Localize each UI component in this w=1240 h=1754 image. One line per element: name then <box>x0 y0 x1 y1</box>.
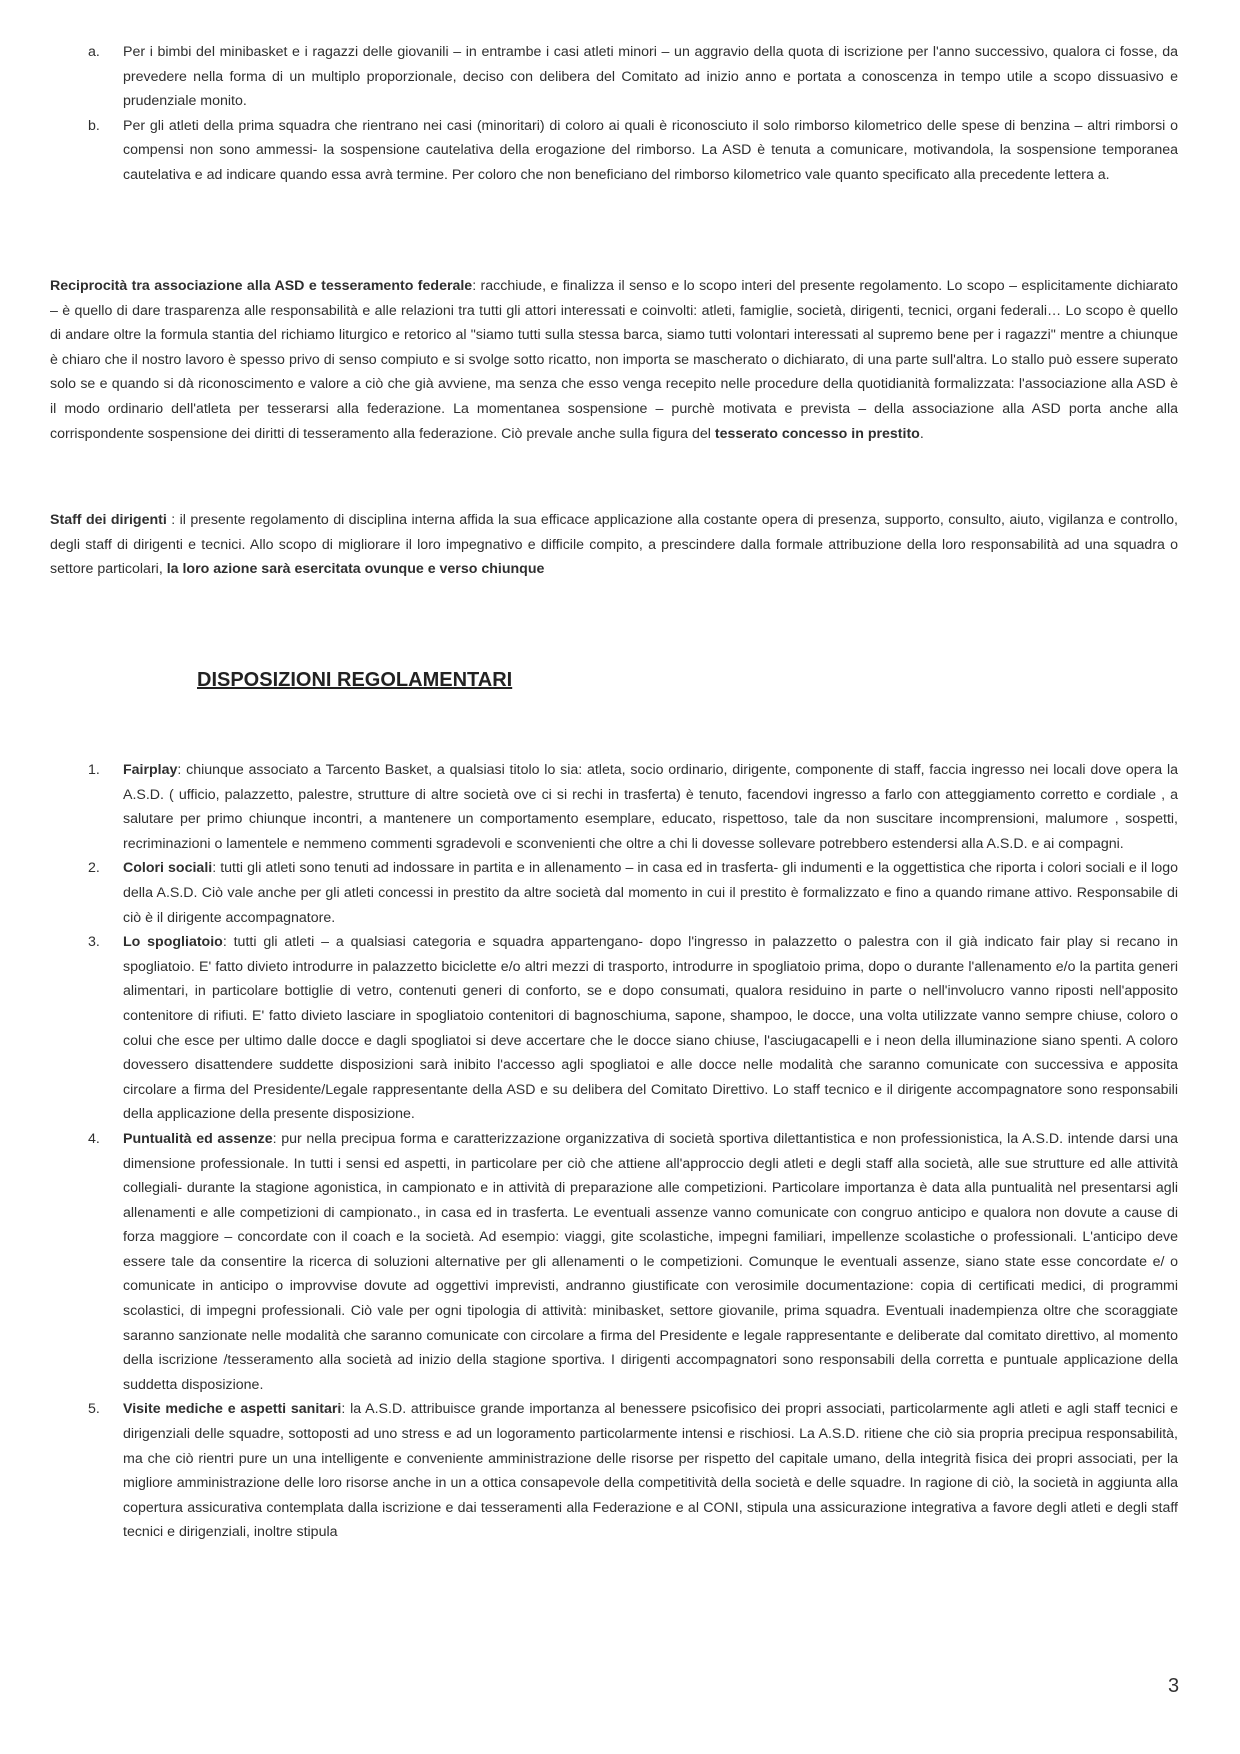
paragraph-staff <box>50 508 1178 582</box>
item-text: : chiunque associato a Tarcento Basket, a qualsiasi titolo lo sia: atleta, socio ordinario, dirigente, componente di staff, faccia ingresso nei locali dove opera la A.S.D. ( ufficio, palazzetto, palestre, strutture di altre società ove ci si rechi in trasferta) è tenuto, facendovi ingresso a farlo con atteggiamento corretto e cordiale , a salutare per primo chiunque incontri, a mantenere un comportamento esemplare, educato, rispettoso, tale da non suscitare incomprensioni, malumore , sospetti, recriminazioni o lamentele e nemmeno commenti sgradevoli e sconvenienti che oltre a chi li dovesse sollevare potrebbero estendersi alla A.S.D. e ai compagni. <box>123 762 1178 852</box>
item-text: : tutti gli atleti sono tenuti ad indossare in partita e in allenamento – in casa ed in trasferta- gli indumenti e la oggettistica che riporta i colori sociali e il logo della A.S.D. Ciò vale anche per gli atleti concessi in prestito da altre società dal momento in cui il prestito è formalizzato e fino a quando rimane attivo. Responsabile di ciò è il dirigente accompagnatore. <box>123 860 1179 926</box>
page-number: 3 <box>1168 1675 1180 1697</box>
list-marker: 3. <box>88 934 100 951</box>
list-marker: 1. <box>88 762 100 778</box>
item-heading: Visite mediche e aspetti sanitari <box>123 1401 342 1418</box>
list-marker: 2. <box>88 860 100 877</box>
list-marker: a. <box>88 44 100 60</box>
list-item-1 <box>88 758 1178 856</box>
list-item-4 <box>88 1127 1178 1398</box>
paragraph-title: Reciprocità tra associazione alla ASD e tesseramento federale <box>50 278 473 294</box>
list-item-3 <box>88 930 1178 1127</box>
list-item-2 <box>88 856 1178 930</box>
numbered-list <box>88 758 1178 1545</box>
lettered-list <box>88 40 1178 188</box>
list-item-a <box>88 40 1178 114</box>
paragraph-end: . <box>919 425 924 442</box>
item-heading: Lo spogliatoio <box>123 934 223 951</box>
paragraph-text: : il presente regolamento di disciplina interna affida la sua efficace applicazione alla costante opera di presenza, supporto, consulto, aiuto, vigilanza e controllo, degli staff di dirigenti e tecnici. Allo scopo di migliorare il loro impegnativo e difficile compito, a prescindere dalla formale attribuzione della loro responsabilità ad una squadra o settore particolari, <box>50 512 1179 578</box>
item-text: : pur nella precipua forma e caratterizzazione organizzativa di società sportiva dilettantistica e non professionistica, la A.S.D. intende darsi una dimensione professionale. In tutti i sensi ed aspetti, in particolare per ciò che attiene all'approccio degli atleti e degli staff alla società, alle sue strutture ed alle attività collegiali- durante la stagione agonistica, in campionato e in attività di preparazione alle competizioni. Particolare importanza è data alla puntualità nel presentarsi agli allenamenti e alle competizioni di campionato., in casa ed in trasferta. Le eventuali assenze vanno comunicate con congruo anticipo e qualora non dovute a cause di forza maggiore – concordate con il coach e la società. Ad esempio: viaggi, gite scolastiche, impegni familiari, impellenze scolastiche o professionali. L'anticipo deve essere tale da consentire la ricerca di soluzioni alternative per gli allenamenti o le competizioni. Comunque le eventuali assenze, siano state esse concordate e/ o comunicate in anticipo o improvvise dovute ad oggettivi imprevisti, andranno giustificate con verosimile documentazione: copia di certificati medici, di programmi scolastici, di impegni professionali. Ciò vale per ogni tipologia di attività: minibasket, settore giovanile, prima squadra. Eventuali inadempienza oltre che scoraggiate saranno sanzionate nelle modalità che saranno comunicate con circolare a firma del Presidente e legale rappresentante e deliberate dal comitato direttivo, al momento della iscrizione /tesseramento alla società ad inizio della stagione sportiva. I dirigenti accompagnatori sono responsabili della corretta e puntuale applicazione della suddetta disposizione. <box>123 1130 1178 1393</box>
item-heading: Colori sociali <box>123 860 213 877</box>
item-heading: Puntualità ed assenze <box>123 1130 273 1147</box>
item-heading: Fairplay <box>123 762 178 778</box>
paragraph-bold-tail: tesserato concesso in prestito <box>714 425 920 442</box>
list-marker: b. <box>88 117 100 134</box>
paragraph-text: : racchiude, e finalizza il senso e lo scopo interi del presente regolamento. Lo scopo – esplicitamente dichiarato – è quello di dare trasparenza alle responsabilità e alle relazioni tra tutti gli attori interessati e coinvolti: atleti, famiglie, società, dirigenti, tecnici, organi federali… Lo scopo è quello di andare oltre la formula stantia del richiamo liturgico e retorico al "siamo tutti sulla stessa barca, siamo tutti volontari interessati al supremo bene per i ragazzi" mentre a chiunque è chiaro che il nostro lavoro è spesso privo di senso compiuto e si svolge sotto ricatto, non importa se mascherato o dichiarato, di una parte sull'altra. Lo stallo può essere superato solo se e quando si dà riconoscimento e valore a ciò che già avviene, ma senza che esso venga recepito nelle procedure della quotidianità formalizzata: l'associazione alla ASD è il modo ordinario dell'atleta per tesserarsi alla federazione. La momentanea sospensione – purchè motivata e prevista – della associazione alla ASD porta anche alla corrispondente sospensione dei diritti di tesseramento alla federazione. Ciò prevale anche sulla figura del <box>50 278 1178 442</box>
section-title: DISPOSIZIONI REGOLAMENTARI <box>197 669 513 691</box>
list-marker: 4. <box>88 1130 100 1147</box>
item-text: : tutti gli atleti – a qualsiasi categoria e squadra appartengano- dopo l'ingresso in palazzetto o palestra con il già indicato fair play si recano in spogliatoio. E' fatto divieto introdurre in palazzetto biciclette e/o altri mezzi di trasporto, introdurre in spogliatoio prima, dopo o durante l'allenamento e/o la partita generi alimentari, in particolare bottiglie di vetro, contenuti generi di conforto, se e dopo consumati, qualora residuino in parte o nell'involucro vanno riposti nell'apposito contenitore di rifiuti. E' fatto divieto lasciare in spogliatoio contenitori di bagnoschiuma, sapone, shampoo, le docce, una volta utilizzate vanno sempre chiuse, coloro o colui che esce per ultimo dalle docce e dagli spogliatoi si deve accertare che le docce siano chiuse, l'asciugacapelli e i neon della illuminazione siano spenti. A coloro dovessero disattendere suddette disposizioni sarà inibito l'accesso agli spogliatoi e alle docce nelle modalità che saranno comunicate con successiva e apposita circolare a firma del Presidente/Legale rappresentante della ASD e su delibera del Comitato Direttivo. Lo staff tecnico e il dirigente accompagnatore sono responsabili della applicazione della presente disposizione. <box>123 934 1179 1123</box>
list-marker: 5. <box>88 1401 100 1418</box>
list-item-5 <box>88 1397 1178 1545</box>
paragraph-title: Staff dei dirigenti <box>50 512 167 528</box>
list-item-text: Per gli atleti della prima squadra che rientrano nei casi (minoritari) di coloro ai quali è riconosciuto il solo rimborso kilometrico delle spese di benzina – altri rimborsi o compensi non sono ammessi- la sospensione cautelativa della erogazione del rimborso. La ASD è tenuta a comunicare, motivandola, la sospensione temporanea cautelativa e ad indicare quando essa avrà termine. Per coloro che non beneficiano del rimborso kilometrico vale quanto specificato alla precedente lettera a. <box>123 117 1178 183</box>
item-text: : la A.S.D. attribuisce grande importanza al benessere psicofisico dei propri associati, particolarmente agli atleti e agli staff tecnici e dirigenziali delle squadre, sottoposti ad uno stress e ad un logoramento particolarmente intensi e rischiosi. La A.S.D. ritiene che ciò sia propria precipua responsabilità, ma che ciò rientri pure un una intelligente e conveniente amministrazione delle risorse per rispetto del capitale umano, della integrità fisica dei propri associati, per la migliore amministrazione delle loro risorse anche in un a ottica consapevole della competitività della società e delle squadre. In ragione di ciò, la società in aggiunta alla copertura assicurativa contemplata dalla iscrizione e dai tesseramenti alla Federazione e al CONI, stipula una assicurazione integrativa a favore degli atleti e degli staff tecnici e dirigenziali, inoltre stipula <box>123 1401 1178 1541</box>
list-item-text: Per i bimbi del minibasket e i ragazzi delle giovanili – in entrambe i casi atleti minori – un aggravio della quota di iscrizione per l'anno successivo, qualora ci fosse, da prevedere nella forma di un multiplo proporzionale, deciso con delibera del Comitato ad inizio anno e portata a conoscenza in tempo utile a scopo dissuasivo e prudenziale monito. <box>123 44 1178 110</box>
paragraph-bold-tail: la loro azione sarà esercitata ovunque e verso chiunque <box>166 561 545 578</box>
paragraph-reciprocita <box>50 274 1178 446</box>
list-item-b <box>88 114 1178 188</box>
